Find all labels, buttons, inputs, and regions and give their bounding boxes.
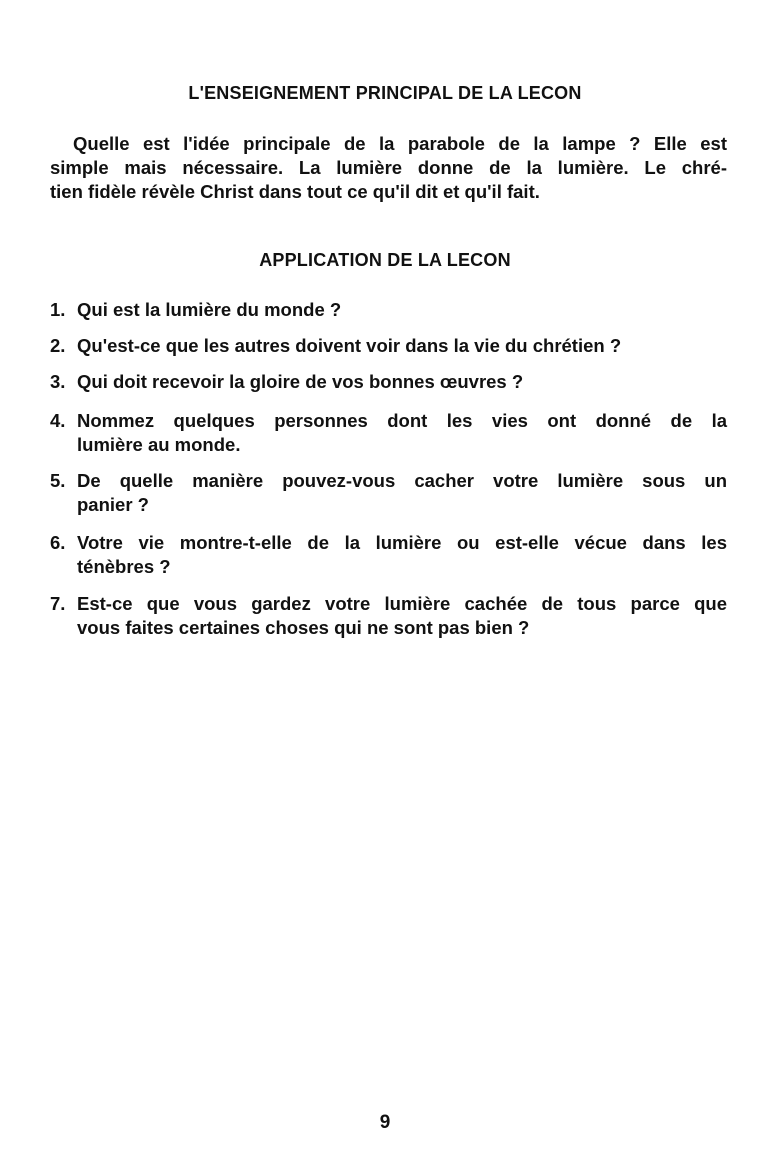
- item-number: 6.: [50, 532, 66, 553]
- item-text: Qu'est-ce que les autres doivent voir dans la vie du chrétien ?: [77, 335, 622, 356]
- item-number: 7.: [50, 593, 66, 614]
- item-text: Votre vie montre-t-elle de la lumière ou est-elle vécue dans les: [77, 532, 727, 553]
- paragraph-line: Quelle est l'idée principale de la parabole de la lampe ? Elle est: [73, 133, 727, 154]
- item-text: panier ?: [77, 494, 149, 515]
- item-text: ténèbres ?: [77, 556, 171, 577]
- paragraph-line: tien fidèle révèle Christ dans tout ce qu'il dit et qu'il fait.: [50, 181, 540, 202]
- item-number: 2.: [50, 335, 66, 356]
- item-text: Qui est la lumière du monde ?: [77, 299, 342, 320]
- item-text: De quelle manière pouvez-vous cacher votre lumière sous un: [77, 470, 727, 491]
- section-title-application: APPLICATION DE LA LECON: [259, 250, 511, 270]
- item-number: 5.: [50, 470, 66, 491]
- item-text: vous faites certaines choses qui ne sont pas bien ?: [77, 617, 530, 638]
- section-title-main-teaching: L'ENSEIGNEMENT PRINCIPAL DE LA LECON: [188, 83, 582, 103]
- item-number: 1.: [50, 299, 66, 320]
- paragraph-line: simple mais nécessaire. La lumière donne de la lumière. Le chré-: [50, 157, 727, 178]
- item-number: 3.: [50, 371, 66, 392]
- item-text: lumière au monde.: [77, 434, 241, 455]
- item-number: 4.: [50, 410, 66, 431]
- page-number: 9: [379, 1112, 391, 1133]
- item-text: Qui doit recevoir la gloire de vos bonnes œuvres ?: [77, 371, 524, 392]
- item-text: Nommez quelques personnes dont les vies ont donné de la: [77, 410, 727, 431]
- item-text: Est-ce que vous gardez votre lumière cachée de tous parce que: [77, 593, 727, 614]
